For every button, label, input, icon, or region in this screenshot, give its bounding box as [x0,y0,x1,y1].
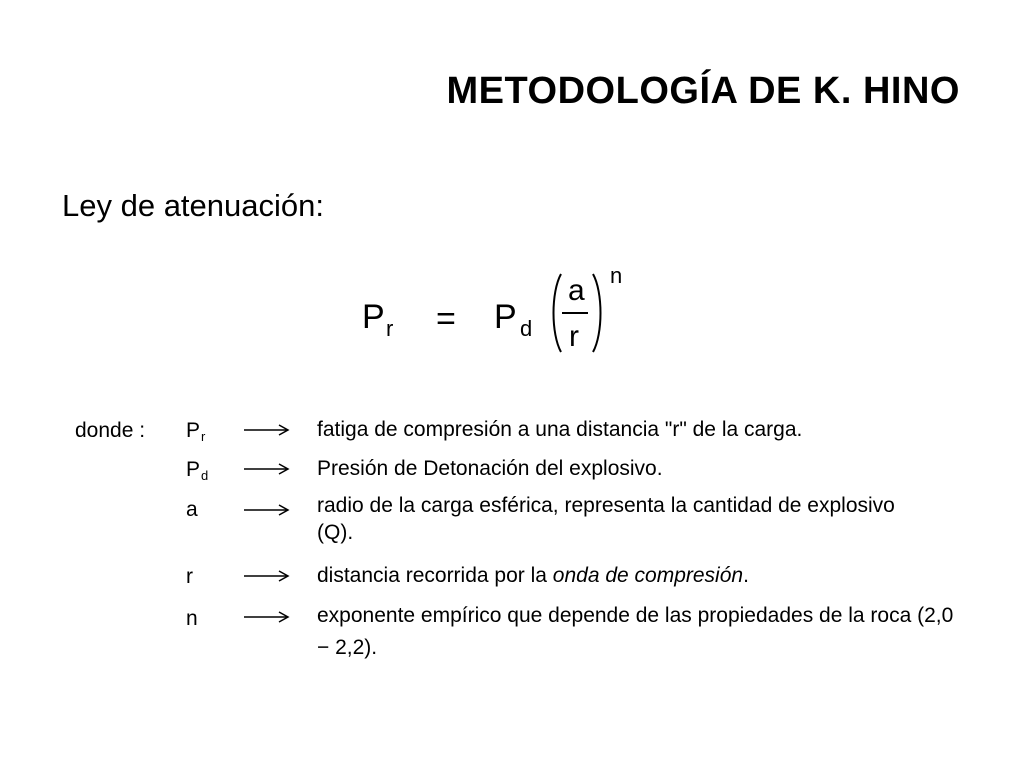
definition-text: fatiga de compresión a una distancia "r" de la carga. [317,418,803,441]
definition-text: Presión de Detonación del explosivo. [317,457,663,480]
slide-subtitle: Ley de atenuación: [62,188,324,223]
arrow-right-icon [244,503,290,517]
arrow-right-icon [244,423,290,437]
equation-denominator: r [569,320,579,353]
equation-equals-sign: = [436,300,456,338]
equation-exponent: n [610,263,623,288]
equation-numerator: a [568,274,585,307]
equation-lhs-symbol: P [362,298,385,336]
definition-symbol: a [186,498,198,521]
definitions-intro: donde : [75,419,146,442]
definition-text: exponente empírico que depende de las propiedades de la roca (2,0 − 2,2). [317,604,954,659]
arrow-right-icon [244,610,290,624]
equation-rhs-subscript: d [520,316,533,341]
definition-symbol: Pd [186,458,209,483]
arrow-right-icon [244,462,290,476]
equation-rhs-symbol: P [494,298,517,336]
definition-text: distancia recorrida por la onda de compresión. [317,564,749,587]
definition-symbol: Pr [186,419,206,444]
slide-title: METODOLOGÍA DE K. HINO [446,70,960,112]
definition-text: radio de la carga esférica, representa la cantidad de explosivo (Q). [317,494,895,544]
definition-symbol: n [186,607,198,630]
definition-symbol: r [186,565,193,588]
arrow-right-icon [244,569,290,583]
equation-lhs-subscript: r [386,316,394,341]
